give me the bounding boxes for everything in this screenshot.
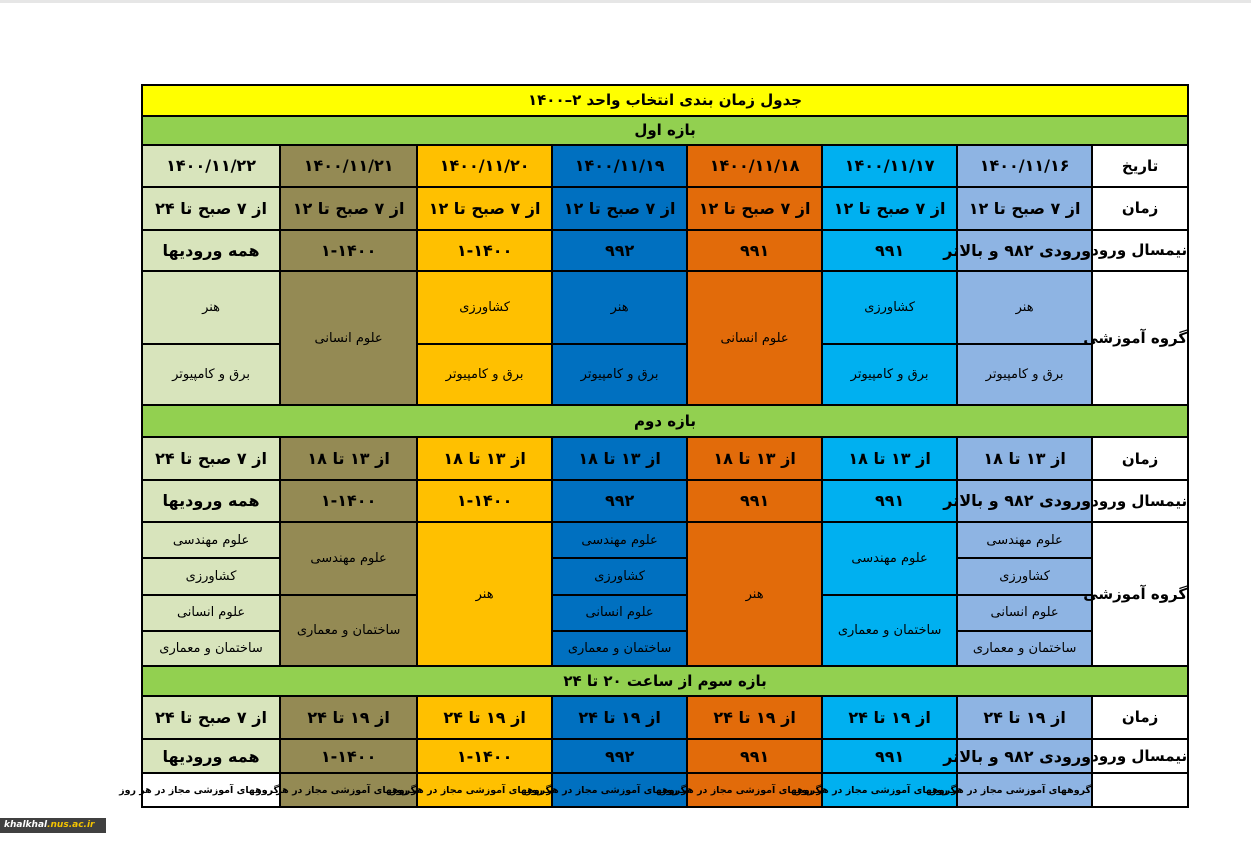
period1-group-day2: برق و کامپیوتر xyxy=(822,344,957,405)
period1-cohort-day7: همه ورودیها xyxy=(142,230,280,272)
period2-title: بازه دوم xyxy=(142,405,1188,438)
period1-cohort-day3: ۹۹۱ xyxy=(687,230,822,272)
period2-group-day1: علوم انسانی xyxy=(957,595,1092,631)
period2-time-day1: از ۱۳ تا ۱۸ xyxy=(957,437,1092,480)
cohort-label: نیمسال ورود xyxy=(1092,480,1188,522)
period1-time-day6: از ۷ صبح تا ۱۲ xyxy=(280,187,417,230)
period3-cohort-day2: ۹۹۱ xyxy=(822,739,957,774)
period1-group-day5: برق و کامپیوتر xyxy=(417,344,552,405)
period3-time-day6: از ۱۹ تا ۲۴ xyxy=(280,696,417,739)
period3-time-day4: از ۱۹ تا ۲۴ xyxy=(552,696,687,739)
period2-group-day2: ساختمان و معماری xyxy=(822,595,957,666)
period3-cohort-day3: ۹۹۱ xyxy=(687,739,822,774)
period3-groups-note-day5: گروههای آموزشی مجاز در هر روز xyxy=(417,773,552,807)
period2-group-day4: علوم مهندسی xyxy=(552,522,687,559)
period2-time-day2: از ۱۳ تا ۱۸ xyxy=(822,437,957,480)
period2-group-day4: ساختمان و معماری xyxy=(552,631,687,667)
period1-time-day5: از ۷ صبح تا ۱۲ xyxy=(417,187,552,230)
table-title: جدول زمان بندی انتخاب واحد ۲–۱۴۰۰ xyxy=(142,85,1188,116)
period3-time-day7: از ۷ صبح تا ۲۴ xyxy=(142,696,280,739)
period2-group-day1: کشاورزی xyxy=(957,558,1092,595)
time-label: زمان xyxy=(1092,437,1188,480)
watermark-brand: khalkhal xyxy=(4,820,48,830)
period2-group-day3: هنر xyxy=(687,522,822,667)
period2-group-day2: علوم مهندسی xyxy=(822,522,957,595)
period3-cohort-day7: همه ورودیها xyxy=(142,739,280,774)
period3-cohort-day6: ۱-۱۴۰۰ xyxy=(280,739,417,774)
period2-group-day7: کشاورزی xyxy=(142,558,280,595)
group-label: گروه آموزشی xyxy=(1092,522,1188,667)
period2-time-day3: از ۱۳ تا ۱۸ xyxy=(687,437,822,480)
period2-group-day1: ساختمان و معماری xyxy=(957,631,1092,667)
watermark-domain: .nus.ac.ir xyxy=(47,820,95,830)
period1-cohort-day2: ۹۹۱ xyxy=(822,230,957,272)
period1-date-day5: ۱۴۰۰/۱۱/۲۰ xyxy=(417,145,552,187)
period1-date-day1: ۱۴۰۰/۱۱/۱۶ xyxy=(957,145,1092,187)
period3-title: بازه سوم از ساعت ۲۰ تا ۲۴ xyxy=(142,666,1188,696)
period2-time-day4: از ۱۳ تا ۱۸ xyxy=(552,437,687,480)
period2-group-day4: کشاورزی xyxy=(552,558,687,595)
period3-time-day5: از ۱۹ تا ۲۴ xyxy=(417,696,552,739)
top-border-line xyxy=(0,0,1251,3)
period2-cohort-day7: همه ورودیها xyxy=(142,480,280,522)
period3-cohort-day5: ۱-۱۴۰۰ xyxy=(417,739,552,774)
period1-time-day1: از ۷ صبح تا ۱۲ xyxy=(957,187,1092,230)
period2-group-day7: علوم انسانی xyxy=(142,595,280,631)
group-label-empty xyxy=(1092,773,1188,807)
period2-group-day6: ساختمان و معماری xyxy=(280,595,417,666)
period2-cohort-day5: ۱-۱۴۰۰ xyxy=(417,480,552,522)
period2-cohort-day4: ۹۹۲ xyxy=(552,480,687,522)
time-label: زمان xyxy=(1092,187,1188,230)
period1-cohort-day1: ورودی ۹۸۲ و بالاتر xyxy=(957,230,1092,272)
period3-cohort-day1: ورودی ۹۸۲ و بالاتر xyxy=(957,739,1092,774)
period1-group-day1: هنر xyxy=(957,271,1092,343)
period1-date-day2: ۱۴۰۰/۱۱/۱۷ xyxy=(822,145,957,187)
period2-time-day5: از ۱۳ تا ۱۸ xyxy=(417,437,552,480)
period3-cohort-day4: ۹۹۲ xyxy=(552,739,687,774)
period3-groups-note-day7: گروههای آموزشی مجاز در هر روز xyxy=(142,773,280,807)
period2-group-day4: علوم انسانی xyxy=(552,595,687,631)
period1-group-day2: کشاورزی xyxy=(822,271,957,343)
period1-cohort-day6: ۱-۱۴۰۰ xyxy=(280,230,417,272)
period2-time-day7: از ۷ صبح تا ۲۴ xyxy=(142,437,280,480)
period3-groups-note-day2: گروههای آموزشی مجاز در هر روز xyxy=(822,773,957,807)
time-label: زمان xyxy=(1092,696,1188,739)
period3-time-day3: از ۱۹ تا ۲۴ xyxy=(687,696,822,739)
date-label: تاریخ xyxy=(1092,145,1188,187)
period1-date-day7: ۱۴۰۰/۱۱/۲۲ xyxy=(142,145,280,187)
period1-time-day3: از ۷ صبح تا ۱۲ xyxy=(687,187,822,230)
cohort-label: نیمسال ورود xyxy=(1092,739,1188,774)
period2-group-day5: هنر xyxy=(417,522,552,667)
period1-title: بازه اول xyxy=(142,116,1188,146)
period2-cohort-day1: ورودی ۹۸۲ و بالاتر xyxy=(957,480,1092,522)
period3-time-day1: از ۱۹ تا ۲۴ xyxy=(957,696,1092,739)
schedule-table xyxy=(119,84,1189,808)
period2-group-day1: علوم مهندسی xyxy=(957,522,1092,559)
period3-time-day2: از ۱۹ تا ۲۴ xyxy=(822,696,957,739)
period3-groups-note-day3: گروههای آموزشی مجاز در هر روز xyxy=(687,773,822,807)
period1-cohort-day5: ۱-۱۴۰۰ xyxy=(417,230,552,272)
period2-time-day6: از ۱۳ تا ۱۸ xyxy=(280,437,417,480)
period2-group-day7: علوم مهندسی xyxy=(142,522,280,559)
period1-group-day7: هنر xyxy=(142,271,280,343)
period1-date-day6: ۱۴۰۰/۱۱/۲۱ xyxy=(280,145,417,187)
period1-group-day4: هنر xyxy=(552,271,687,343)
period2-group-day7: ساختمان و معماری xyxy=(142,631,280,667)
period2-cohort-day2: ۹۹۱ xyxy=(822,480,957,522)
period3-groups-note-day6: گروههای آموزشی مجاز در هر روز xyxy=(280,773,417,807)
period3-groups-note-day4: گروههای آموزشی مجاز در هر روز xyxy=(552,773,687,807)
period1-date-day3: ۱۴۰۰/۱۱/۱۸ xyxy=(687,145,822,187)
period1-group-day5: کشاورزی xyxy=(417,271,552,343)
period1-cohort-day4: ۹۹۲ xyxy=(552,230,687,272)
period2-group-day6: علوم مهندسی xyxy=(280,522,417,595)
site-watermark xyxy=(0,818,106,833)
period1-group-day4: برق و کامپیوتر xyxy=(552,344,687,405)
cohort-label: نیمسال ورود xyxy=(1092,230,1188,272)
period2-cohort-day6: ۱-۱۴۰۰ xyxy=(280,480,417,522)
period3-groups-note-day1: گروههای آموزشی مجاز در هر روز xyxy=(957,773,1092,807)
period1-group-day7: برق و کامپیوتر xyxy=(142,344,280,405)
period1-time-day4: از ۷ صبح تا ۱۲ xyxy=(552,187,687,230)
period1-group-day1: برق و کامپیوتر xyxy=(957,344,1092,405)
period1-date-day4: ۱۴۰۰/۱۱/۱۹ xyxy=(552,145,687,187)
period1-group-day3: علوم انسانی xyxy=(687,271,822,404)
period1-group-day6: علوم انسانی xyxy=(280,271,417,404)
period2-cohort-day3: ۹۹۱ xyxy=(687,480,822,522)
group-label: گروه آموزشی xyxy=(1092,271,1188,404)
period1-time-day7: از ۷ صبح تا ۲۴ xyxy=(142,187,280,230)
period1-time-day2: از ۷ صبح تا ۱۲ xyxy=(822,187,957,230)
